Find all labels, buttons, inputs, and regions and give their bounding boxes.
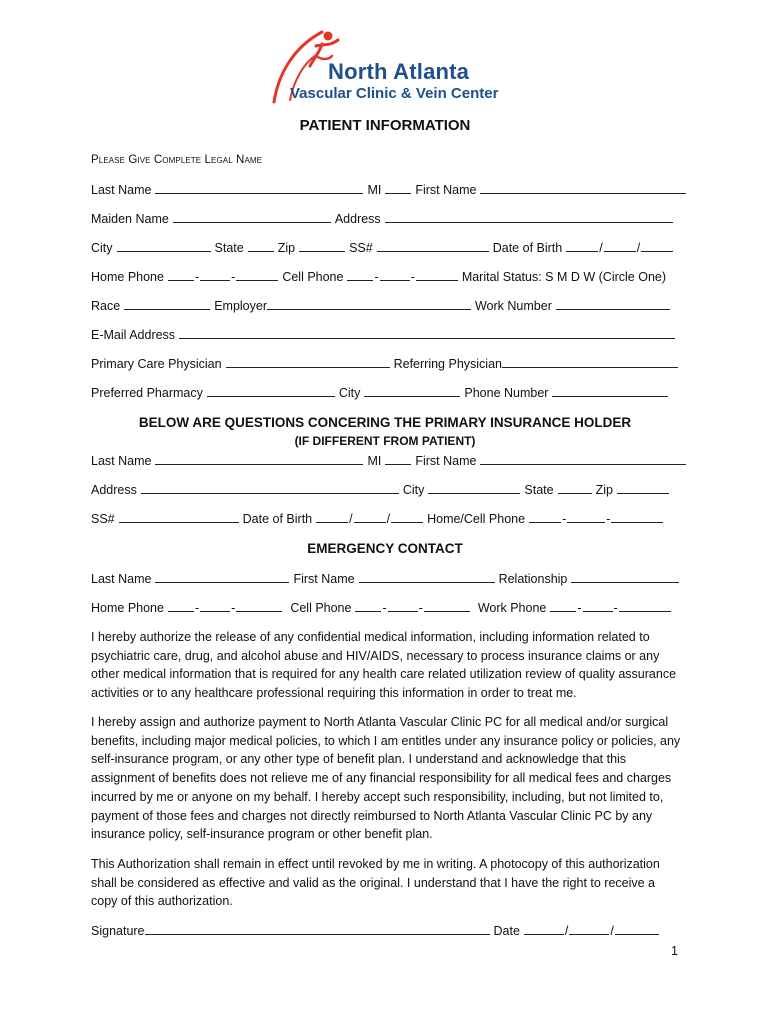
em-cell-area-field[interactable] — [355, 600, 381, 612]
date-day-field[interactable] — [569, 923, 609, 935]
phone-marital-row: Home Phone - - Cell Phone - - Marital Status: S M D W (Circle One) — [91, 270, 667, 284]
address-label: Address — [334, 212, 381, 226]
ins-last-name-field[interactable] — [155, 453, 363, 465]
pharmacy-phone-field[interactable] — [552, 385, 668, 397]
city-field[interactable] — [117, 240, 211, 252]
ins-zip-label: Zip — [595, 483, 613, 497]
release-paragraph: I hereby authorize the release of any confidential medical information, including information related to psychiatric care, drug, and alcohol abuse and HIV/AIDS, necessary to process insurance claims or any other medical information that is required for any health care related utilization review of quality assurance activities or to any healthcare professional requiring this information in order to treat me. — [91, 630, 677, 701]
em-cell-phone-label: Cell Phone — [290, 601, 352, 615]
email-label: E-Mail Address — [91, 328, 176, 342]
zip-field[interactable] — [299, 240, 345, 252]
first-name-label: First Name — [415, 183, 477, 197]
assignment-paragraph: I hereby assign and authorize payment to North Atlanta Vascular Clinic PC for all medical and/or surgical benefits, including major medical policies, to which I am entitles under any insurance policy or policies, any self-insurance program, or any other type of benefit plan. I understand and acknowledge that this assignment of benefits does not relieve me of any financial responsibility for all medical fees and charges incurred by me or anyone on my behalf. I hereby accept such responsibility, including, but not limited to, payment of those fees and charges not directly reimbursed to North Atlanta Vascular Clinic PC by any insurance policy, self-insurance program or other benefit plan. — [91, 715, 681, 842]
pharmacy-city-label: City — [338, 386, 361, 400]
ins-phone-prefix-field[interactable] — [567, 511, 605, 523]
em-relationship-label: Relationship — [498, 572, 568, 586]
work-number-label: Work Number — [474, 299, 552, 313]
em-last-name-label: Last Name — [91, 572, 152, 586]
ins-dob-day-field[interactable] — [354, 511, 386, 523]
pharmacy-field[interactable] — [207, 385, 335, 397]
last-name-label: Last Name — [91, 183, 152, 197]
insurance-heading: BELOW ARE QUESTIONS CONCERING THE PRIMARY INSURANCE HOLDER — [138, 415, 632, 430]
pharmacy-label: Preferred Pharmacy — [91, 386, 203, 400]
em-first-name-field[interactable] — [359, 571, 495, 583]
legal-name-note: Please Give Complete Legal Name — [91, 154, 263, 166]
em-cell-line-field[interactable] — [424, 600, 470, 612]
signature-label: Signature — [91, 924, 145, 938]
pharmacy-city-field[interactable] — [364, 385, 460, 397]
maiden-name-field[interactable] — [173, 211, 331, 223]
ins-state-label: State — [524, 483, 554, 497]
last-name-field[interactable] — [155, 182, 363, 194]
em-cell-prefix-field[interactable] — [388, 600, 418, 612]
logo-name: North Atlanta — [328, 59, 470, 84]
primary-care-label: Primary Care Physician — [91, 357, 222, 371]
ins-phone-area-field[interactable] — [529, 511, 561, 523]
address-field[interactable] — [385, 211, 673, 223]
em-first-name-label: First Name — [293, 572, 355, 586]
maiden-name-label: Maiden Name — [91, 212, 169, 226]
ins-mi-field[interactable] — [385, 453, 411, 465]
state-field[interactable] — [248, 240, 274, 252]
maiden-address-row — [91, 211, 673, 226]
dob-year-field[interactable] — [641, 240, 673, 252]
page-number: 1 — [671, 944, 678, 958]
clinic-logo — [270, 26, 510, 106]
email-field[interactable] — [179, 327, 675, 339]
state-label: State — [214, 241, 244, 255]
pharmacy-phone-label: Phone Number — [464, 386, 549, 400]
first-name-field[interactable] — [480, 182, 686, 194]
emergency-name-row — [91, 571, 679, 586]
em-home-area-field[interactable] — [168, 600, 194, 612]
emergency-phone-row: Home Phone - - Cell Phone - - Work Phone - - — [91, 600, 671, 615]
emergency-heading: EMERGENCY CONTACT — [307, 541, 463, 556]
home-phone-line-field[interactable] — [236, 269, 278, 281]
ins-city-field[interactable] — [428, 482, 520, 494]
date-year-field[interactable] — [615, 923, 659, 935]
em-work-prefix-field[interactable] — [583, 600, 613, 612]
em-home-phone-label: Home Phone — [91, 601, 164, 615]
patient-name-row — [91, 182, 686, 197]
em-home-prefix-field[interactable] — [200, 600, 230, 612]
ins-state-field[interactable] — [558, 482, 592, 494]
work-number-field[interactable] — [556, 298, 670, 310]
race-employer-row — [91, 298, 670, 313]
signature-row: Signature Date / / — [91, 923, 659, 938]
dob-day-field[interactable] — [604, 240, 636, 252]
email-row — [91, 327, 675, 342]
city-label: City — [91, 241, 113, 255]
date-month-field[interactable] — [524, 923, 564, 935]
race-label: Race — [91, 299, 121, 313]
ins-last-name-label: Last Name — [91, 454, 152, 468]
home-phone-label: Home Phone — [91, 270, 164, 284]
cell-phone-line-field[interactable] — [416, 269, 458, 281]
mi-field[interactable] — [385, 182, 411, 194]
ins-first-name-label: First Name — [415, 454, 477, 468]
logo-subtitle: Vascular Clinic & Vein Center — [290, 85, 499, 102]
city-state-row: City State Zip SS# Date of Birth / / — [91, 240, 673, 255]
page-title: PATIENT INFORMATION — [299, 117, 471, 134]
em-work-area-field[interactable] — [550, 600, 576, 612]
signature-field[interactable] — [145, 923, 490, 935]
cell-phone-label: Cell Phone — [282, 270, 344, 284]
cell-phone-prefix-field[interactable] — [380, 269, 410, 281]
employer-field[interactable] — [267, 298, 471, 310]
mi-label: MI — [367, 183, 382, 197]
cell-phone-area-field[interactable] — [347, 269, 373, 281]
ins-ssn-field[interactable] — [119, 511, 239, 523]
em-last-name-field[interactable] — [155, 571, 289, 583]
ssn-label: SS# — [349, 241, 373, 255]
ins-city-label: City — [402, 483, 425, 497]
insurance-ssn-row: SS# Date of Birth / / Home/Cell Phone - - — [91, 511, 663, 526]
insurance-subheading: (IF DIFFERENT FROM PATIENT) — [294, 434, 476, 448]
ins-home-cell-label: Home/Cell Phone — [427, 512, 526, 526]
primary-care-field[interactable] — [226, 356, 390, 368]
ins-zip-field[interactable] — [617, 482, 669, 494]
race-field[interactable] — [124, 298, 210, 310]
em-relationship-field[interactable] — [571, 571, 679, 583]
marital-status-label[interactable]: Marital Status: S M D W (Circle One) — [461, 270, 667, 284]
em-home-line-field[interactable] — [236, 600, 282, 612]
insurance-name-row — [91, 453, 686, 468]
ins-address-label: Address — [91, 483, 137, 497]
ins-ssn-label: SS# — [91, 512, 115, 526]
referring-field[interactable] — [502, 356, 678, 368]
insurance-address-row — [91, 482, 669, 497]
authorization-paragraph: This Authorization shall remain in effect until revoked by me in writing. A photocopy of this authorization shall be considered as effective and valid as the original. I understand that I have the right to receive a copy of this authorization. — [91, 857, 660, 909]
dob-label: Date of Birth — [492, 241, 563, 255]
ins-dob-year-field[interactable] — [391, 511, 423, 523]
physician-row — [91, 356, 678, 371]
em-work-line-field[interactable] — [619, 600, 671, 612]
em-work-phone-label: Work Phone — [477, 601, 547, 615]
zip-label: Zip — [277, 241, 296, 255]
home-phone-prefix-field[interactable] — [200, 269, 230, 281]
pharmacy-row — [91, 385, 668, 400]
employer-label: Employer — [214, 299, 267, 313]
ins-address-field[interactable] — [141, 482, 399, 494]
ins-dob-label: Date of Birth — [242, 512, 313, 526]
date-label: Date — [493, 924, 520, 938]
referring-label: Referring Physician — [393, 357, 502, 371]
ins-phone-line-field[interactable] — [611, 511, 663, 523]
ins-dob-month-field[interactable] — [316, 511, 348, 523]
home-phone-area-field[interactable] — [168, 269, 194, 281]
ins-mi-label: MI — [367, 454, 382, 468]
dob-month-field[interactable] — [566, 240, 598, 252]
ssn-field[interactable] — [377, 240, 489, 252]
ins-first-name-field[interactable] — [480, 453, 686, 465]
